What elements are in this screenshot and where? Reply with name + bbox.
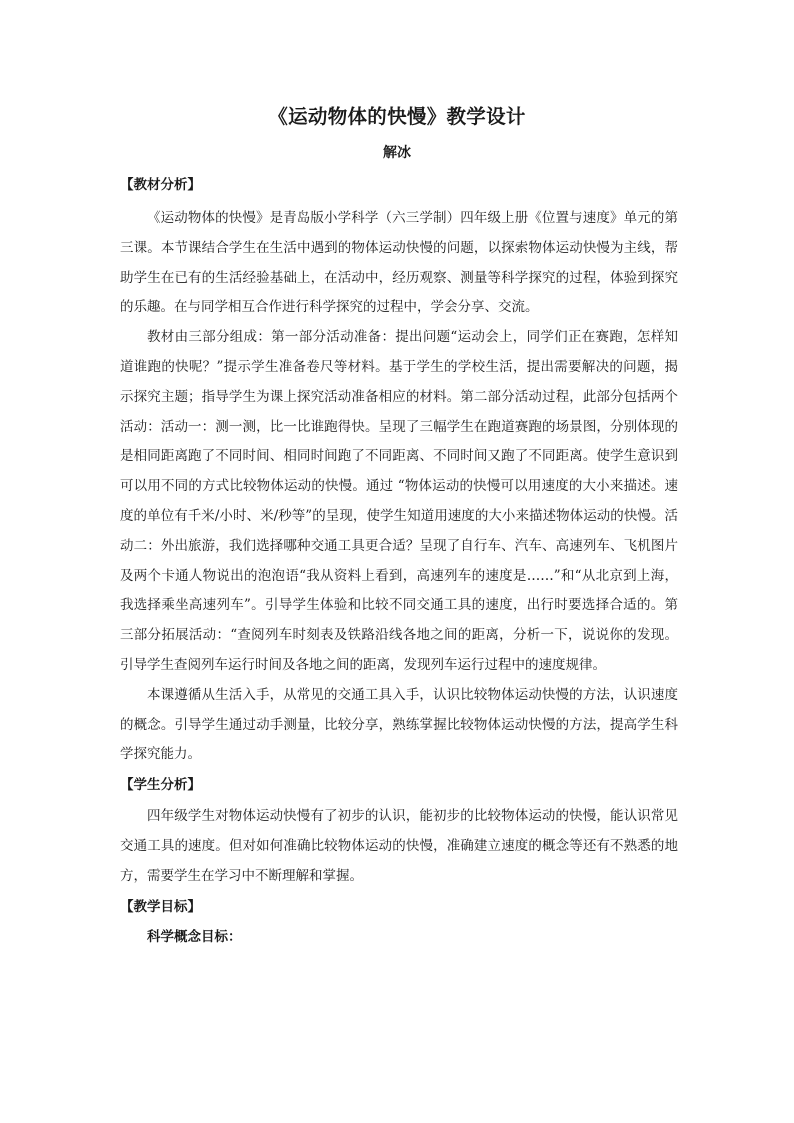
subheading-science-concept-goals: 科学概念目标： xyxy=(147,928,242,945)
textbook-analysis-paragraph-1: 《运动物体的快慢》是青岛版小学科学（六三学制）四年级上册《位置与速度》单元的第三课。本节课结合学生在生活中遇到的物体运动快慢的问题，以探索物体运动快慢为主线，帮助学生在已有的生活经验基础上，在活动中，经历观察、测量等科学探究的过程，体验到探究的乐趣。在与同学相互合作进行科学探究的过程中，学会分享、交流。 xyxy=(120,210,678,316)
student-analysis-paragraph-1: 四年级学生对物体运动快慢有了初步的认识，能初步的比较物体运动的快慢，能认识常见交通工具的速度。但对如何准确比较物体运动的快慢，准确建立速度的概念等还有不熟悉的地方，需要学生在学习中不断理解和掌握。 xyxy=(120,808,678,884)
document-title: 《运动物体的快慢》教学设计 xyxy=(268,105,526,128)
textbook-analysis-paragraph-3: 本课遵循从生活入手，从常见的交通工具入手，认识比较物体运动快慢的方法，认识速度的概念。引导学生通过动手测量，比较分享，熟练掌握比较物体运动快慢的方法，提高学生科学探究能力。 xyxy=(120,686,678,763)
section-heading-student-analysis: 【学生分析】 xyxy=(120,777,201,794)
section-heading-textbook-analysis: 【教材分析】 xyxy=(120,177,201,193)
document-body xyxy=(120,174,678,948)
document-author: 解冰 xyxy=(383,145,411,161)
textbook-analysis-paragraph-2: 教材由三部分组成：第一部分活动准备：提出问题“运动会上，同学们正在赛跑，怎样知道谁跑的快呢？”提示学生准备卷尺等材料。基于学生的学校生活，提出需要解决的问题，揭示探究主题；指导学生为课上探究活动准备相应的材料。第二部分活动过程，此部分包括两个活动：活动一：测一测，比一比谁跑得快。呈现了三幅学生在跑道赛跑的场景图，分别体现的是相同距离跑了不同时间、相同时间跑了不同距离、不同时间又跑了不同距离。使学生意识到可以用不同的方式比较物体运动的快慢。通过 “物体运动的快慢可以用速度的大小来描述。速度的单位有千米/小时、米/秒等”的呈现，使学生知道用速度的大小来描述物体运动的快慢。活动二：外出旅游，我们选择哪种交通工具更合适？呈现了自行车、汽车、高速列车、飞机图片及两个卡通人物说出的泡泡语“我从资料上看到，高速列车的速度是……”和“从北京到上海，我选择乘坐高速列车”。引导学生体验和比较不同交通工具的速度，出行时要选择合适的。第三部分拓展活动：“查阅列车时刻表及铁路沿线各地之间的距离，分析一下，说说你的发现。引导学生查阅列车运行时间及各地之间的距离，发现列车运行过程中的速度规律。 xyxy=(120,329,678,673)
section-heading-teaching-goals: 【教学目标】 xyxy=(120,898,201,915)
